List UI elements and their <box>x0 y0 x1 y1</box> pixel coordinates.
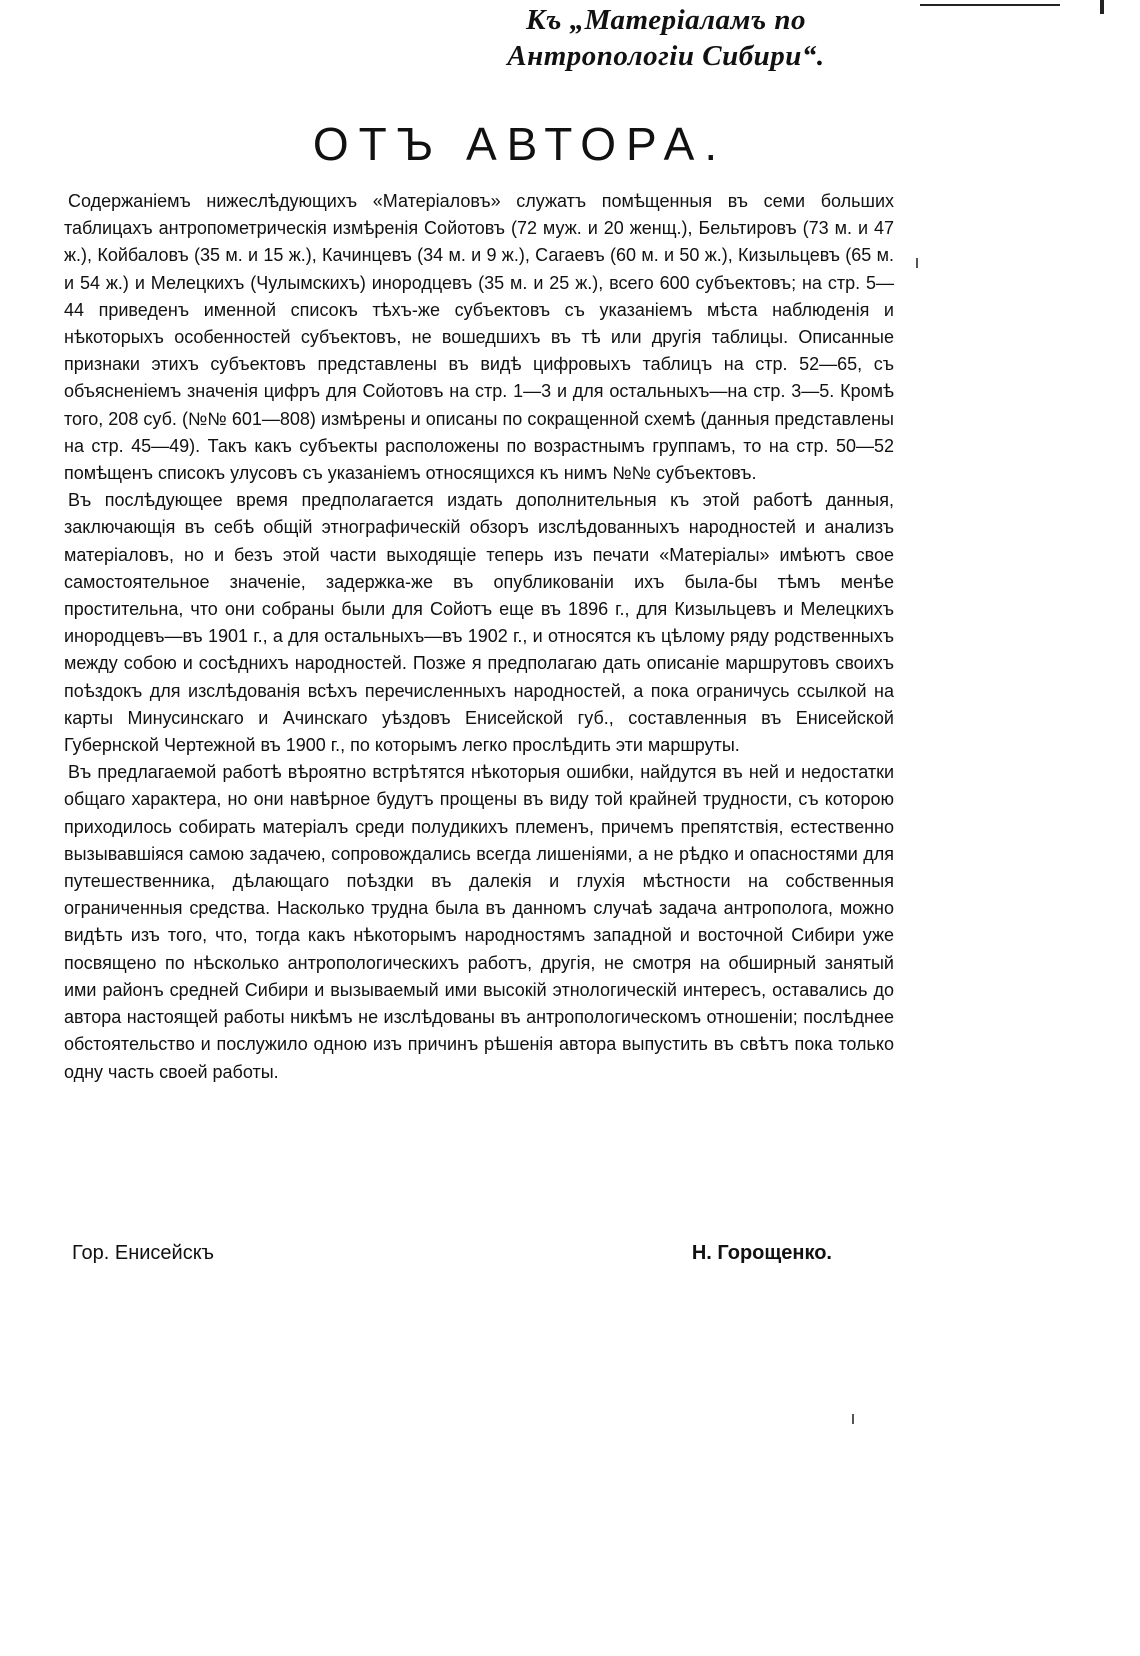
top-rule <box>920 4 1060 6</box>
signature-row <box>72 1242 832 1274</box>
corner-mark <box>1100 0 1104 14</box>
scan-speck <box>852 1414 854 1424</box>
paragraph-3: Въ предлагаемой работѣ вѣроятно встрѣтятся нѣкоторыя ошибки, найдутся въ ней и недостатки общаго характера, но они навѣрное будутъ прощены въ виду той крайней трудности, съ которою приходилось собирать матеріалъ среди полудикихъ племенъ, причемъ препятствія, естественно вызывавшіяся самою задачею, сопровождались всегда лишеніями, а не рѣдко и опасностями для путешественника, дѣлающаго поѣздки въ далекія и глухія мѣстности на собственныя ограниченныя средства. Насколько трудна была въ данномъ случаѣ задача антрополога, можно видѣть изъ того, что, тогда какъ нѣкоторымъ народностямъ западной и восточной Сибири уже посвящено по нѣсколько антропологическихъ работъ, другія, не смотря на обширный занятый ими районъ средней Сибири и вызываемый ими высокій этнологическій интересъ, оставались до автора настоящей работы никѣмъ не изслѣдованы въ антропологическомъ отношеніи; послѣднее обстоятельство и послужило одною изъ причинъ рѣшенія автора выпустить въ свѣтъ пока только одну часть своей работы. <box>64 762 894 1082</box>
paragraph-1: Содержаніемъ нижеслѣдующихъ «Матеріаловъ» служатъ помѣщенныя въ семи больших таблицахъ антропометрическія измѣренія Сойотовъ (72 муж. и 20 женщ.), Бельтировъ (73 м. и 47 ж.), Койбаловъ (35 м. и 15 ж.), Качинцевъ (34 м. и 9 ж.), Сагаевъ (60 м. и 50 ж.), Кизыльцевъ (65 м. и 54 ж.) и Мелецкихъ (Чулымскихъ) инородцевъ (35 м. и 25 ж.), всего 600 субъектовъ; на стр. 5—44 приведенъ именной списокъ тѣхъ-же субъектовъ съ указаніемъ мѣста наблюденія и нѣкоторыхъ особенностей субъектовъ, не вошедшихъ въ тѣ или другія таблицы. Описанные признаки этихъ субъектовъ представлены въ видѣ цифровыхъ таблицъ на стр. 52—65, съ объясненіемъ значенія цифръ для Сойотовъ на стр. 1—3 и для остальныхъ—на стр. 3—5. Кромѣ того, 208 суб. (№№ 601—808) измѣрены и описаны по сокращенной схемѣ (данныя представлены на стр. 45—49). Такъ какъ субъекты расположены по возрастнымъ группамъ, то на стр. 50—52 помѣщенъ списокъ улусовъ съ указаніемъ относящихся къ нимъ №№ субъектовъ. <box>64 191 894 484</box>
signature-place: Гор. Енисейскъ <box>72 1242 214 1264</box>
signature-author: Н. Горощенко. <box>691 1242 832 1264</box>
header-note: Къ „Матеріаламъ по Антропологіи Сибири“. <box>507 4 825 72</box>
page-title: ОТЪ АВТОРА. <box>312 118 728 170</box>
body-text <box>64 188 894 1086</box>
scan-speck <box>916 258 918 268</box>
paragraph-2: Въ послѣдующее время предполагается издать дополнительныя къ этой работѣ данныя, заключающія въ себѣ общій этнографическій обзоръ изслѣдованныхъ народностей и анализъ матеріаловъ, но и безъ этой части выходящіе теперь изъ печати «Матеріалы» имѣютъ свое самостоятельное значеніе, задержка-же въ опубликованіи ихъ была-бы тѣмъ менѣе простительна, что они собраны были для Сойотъ еще въ 1896 г., для Кизыльцевъ и Мелецкихъ инородцевъ—въ 1901 г., а для остальныхъ—въ 1902 г., и относятся къ цѣлому ряду родственныхъ между собою и сосѣднихъ народностей. Позже я предполагаю дать описаніе маршрутовъ своихъ поѣздокъ для изслѣдованія всѣхъ перечисленныхъ народностей, а пока ограничусь ссылкой на карты Минусинскаго и Ачинскаго уѣздовъ Енисейской губ., составленныя въ Енисейской Губернской Чертежной въ 1900 г., по которымъ легко прослѣдить эти маршруты. <box>64 490 894 756</box>
